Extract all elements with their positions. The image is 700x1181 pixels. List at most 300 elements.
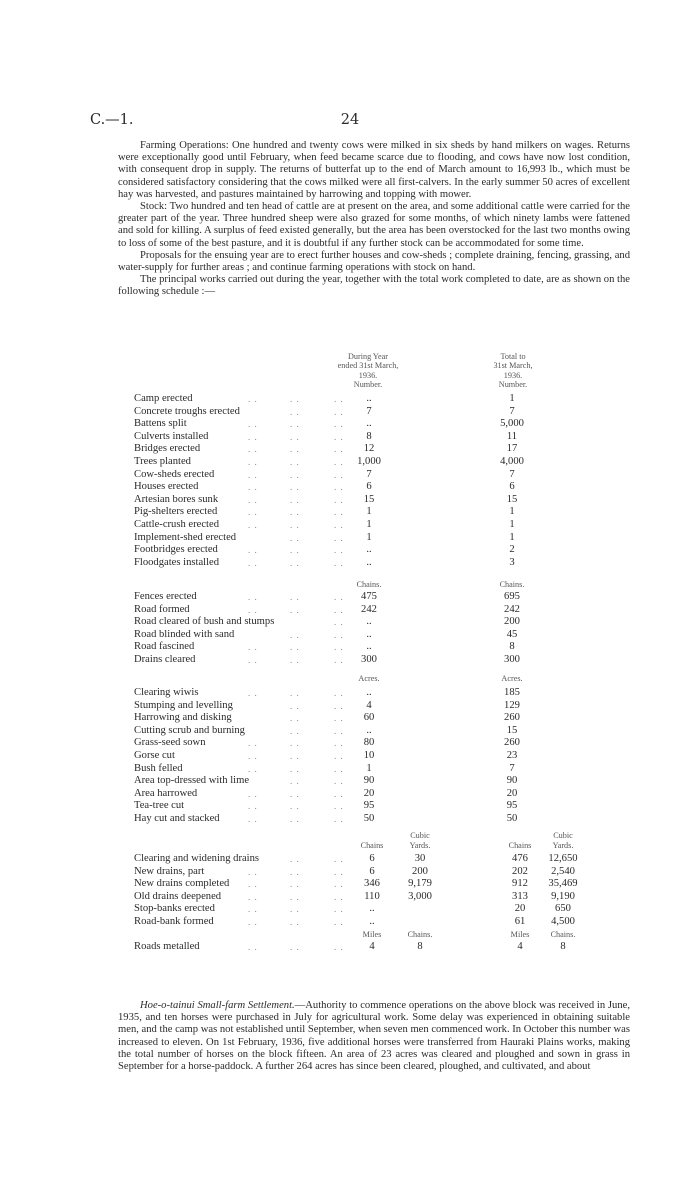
dot-leader: . . xyxy=(290,801,300,812)
dot-leader: . . xyxy=(248,763,258,774)
dot-leader: . . xyxy=(290,751,300,761)
value-total-cubic-yards: 650 xyxy=(555,903,571,915)
value-during-year: 1 xyxy=(366,519,372,530)
dot-leader: . . xyxy=(248,738,258,749)
row-label: Fences erected xyxy=(134,591,197,602)
unit-label-total: Acres. xyxy=(501,674,523,683)
schedule-row xyxy=(0,941,700,954)
value-total: 260 xyxy=(504,712,520,724)
value-total: 17 xyxy=(506,443,518,455)
dot-leader: . . xyxy=(334,738,344,749)
value-during-cubic-yards: 200 xyxy=(412,865,428,877)
dot-leader: . . xyxy=(248,419,258,430)
dot-leader: . . xyxy=(290,642,300,653)
dot-leader: . . xyxy=(290,545,300,556)
schedule-row xyxy=(0,750,700,763)
paragraph-body: The principal works carried out during the year, together with the total work completed to date, are as shown on the following schedule :— xyxy=(118,274,630,298)
row-label: Roads metalled xyxy=(134,941,200,952)
value-total: 7 xyxy=(509,405,515,417)
row-label: Area top-dressed with lime xyxy=(134,775,250,787)
dot-leader: . . xyxy=(290,592,300,602)
dot-leader: . . xyxy=(334,629,344,640)
value-during-year: .. xyxy=(366,628,372,640)
value-total: 129 xyxy=(504,699,520,711)
dot-leader: . . xyxy=(334,751,344,761)
schedule-row xyxy=(0,866,700,879)
schedule-row xyxy=(0,544,700,557)
dot-leader: . . xyxy=(248,891,258,902)
value-during-year: 20 xyxy=(363,787,375,799)
dot-leader: . . xyxy=(334,469,344,480)
dot-leader: . . xyxy=(248,751,258,761)
dot-leader: . . xyxy=(334,700,344,711)
dot-leader: . . xyxy=(290,419,300,430)
value-total: 300 xyxy=(504,654,520,665)
dot-leader: . . xyxy=(290,814,300,824)
value-during-cubic-yards: 3,000 xyxy=(408,890,432,902)
dot-leader: . . xyxy=(290,879,300,890)
schedule-row xyxy=(0,443,700,456)
header-line: Total to xyxy=(500,352,526,361)
unit-label-yards: Yards. xyxy=(409,841,431,850)
dot-leader: . . xyxy=(248,444,258,455)
paragraph-farming xyxy=(118,140,630,201)
dot-leader: . . xyxy=(248,592,258,602)
value-during-year: 4 xyxy=(366,699,372,711)
dot-leader: . . xyxy=(248,655,258,665)
value-during-year: .. xyxy=(366,556,372,568)
paragraph-body: —Authority to commence operations on the above block was received in June, 1935, and ten horses were purchased in July for agricultural work. Some delay was experienced in obtaining suitable men, and the camp was not established until September, when seven men commenced work. In October this number was increased to eleven. On 1st February, 1936, five additional horses were transferred from Hauraki Plains works, making the total number of horses on the block fifteen. An area of 23 acres was cleared and ploughed and sown in grass in September for a horse-paddock. A further 264 acres has since been cleared, ploughed, and cultivated, and about xyxy=(118,1000,630,1073)
dot-leader: . . xyxy=(290,942,300,952)
value-total: 260 xyxy=(504,737,520,749)
dot-leader: . . xyxy=(334,904,344,915)
dot-leader: . . xyxy=(290,688,300,698)
value-during-year: 80 xyxy=(363,737,375,749)
dot-leader: . . xyxy=(334,532,344,543)
value-during-year: 242 xyxy=(361,603,377,615)
dot-leader: . . xyxy=(248,431,258,442)
paragraph-body: Proposals for the ensuing year are to erect further houses and cow-sheds ; complete draining, fencing, grassing, and water-supply for further areas ; and continue farming operations with stock on hand. xyxy=(118,249,630,274)
unit-label-yards: Yards. xyxy=(552,841,574,850)
row-label: Trees planted xyxy=(134,456,191,467)
value-total: 200 xyxy=(504,616,520,628)
unit-label-chains: Chains xyxy=(360,841,384,850)
row-label: Culverts installed xyxy=(134,430,209,442)
row-label: Tea-tree cut xyxy=(134,800,185,812)
header-line: 31st March, xyxy=(493,361,533,371)
value-during-year: 15 xyxy=(363,493,375,505)
value-during-year: 90 xyxy=(363,775,375,787)
schedule-row xyxy=(0,469,700,482)
schedule-row xyxy=(0,788,700,801)
row-label: Battens split xyxy=(134,418,187,430)
dot-leader: . . xyxy=(334,482,344,493)
value-during-year: 8 xyxy=(366,430,372,442)
dot-leader: . . xyxy=(334,891,344,902)
dot-leader: . . xyxy=(290,394,300,404)
unit-label-cubic: Cubic xyxy=(410,831,430,840)
dot-leader: . . xyxy=(334,788,344,799)
unit-label-miles: Miles xyxy=(362,930,382,939)
dot-leader: . . xyxy=(290,763,300,774)
paragraph-schedule-intro xyxy=(118,274,630,298)
value-during-chains: 8 xyxy=(417,941,423,952)
value-total-chains: 8 xyxy=(560,941,566,952)
row-label: Road cleared of bush and stumps xyxy=(134,616,275,628)
value-during-year: .. xyxy=(366,641,372,653)
value-total-chains: 202 xyxy=(512,865,528,877)
value-total: 185 xyxy=(504,687,520,698)
dot-leader: . . xyxy=(248,879,258,890)
row-label: Road fascined xyxy=(134,641,195,653)
dot-leader: . . xyxy=(290,776,300,787)
value-during-year: .. xyxy=(366,687,372,698)
document-reference: C.—1. xyxy=(90,112,134,128)
value-total: 45 xyxy=(506,628,518,640)
schedule-row xyxy=(0,737,700,750)
value-total: 5,000 xyxy=(500,418,524,430)
value-total-cubic-yards: 35,469 xyxy=(548,878,578,890)
dot-leader: . . xyxy=(334,917,344,927)
dot-leader: . . xyxy=(290,788,300,799)
schedule-row xyxy=(0,591,700,604)
dot-leader: . . xyxy=(334,879,344,890)
row-label: Implement-shed erected xyxy=(134,531,237,543)
value-during-year: .. xyxy=(366,418,372,430)
dot-leader: . . xyxy=(334,763,344,774)
dot-leader: . . xyxy=(334,866,344,877)
schedule-row xyxy=(0,431,700,444)
row-label: Concrete troughs erected xyxy=(134,405,240,417)
dot-leader: . . xyxy=(248,801,258,812)
dot-leader: . . xyxy=(248,520,258,530)
paragraph-proposals xyxy=(118,250,630,274)
paragraph-body: : One hundred and twenty cows were milked in six sheds by hand milkers on wages. Returns were exceptionally good until February, when feed became scarce due to flooding, and cows have now lost condition, with consequent drop in supply. The returns of butterfat up to the end of March amount to 16,993 lb., which must be considered satisfactory considering that the cows milked were all first-calvers. In the early summer 50 acres of excellent hay was harvested, and pastures maintained by harrowing and topping with mower. xyxy=(118,140,630,200)
dot-leader: . . xyxy=(290,507,300,518)
dot-leader: . . xyxy=(334,406,344,417)
row-label: Houses erected xyxy=(134,481,199,493)
schedule-row xyxy=(0,532,700,545)
dot-leader: . . xyxy=(248,642,258,653)
schedule-row xyxy=(0,418,700,431)
dot-leader: . . xyxy=(290,725,300,736)
dot-leader: . . xyxy=(290,700,300,711)
value-during-year: 7 xyxy=(366,468,372,480)
value-total-chains: 313 xyxy=(512,890,528,902)
dot-leader: . . xyxy=(290,891,300,902)
value-during-year: 1 xyxy=(366,506,372,518)
schedule-row xyxy=(0,654,700,667)
row-label: Floodgates installed xyxy=(134,556,220,568)
dot-leader: . . xyxy=(290,520,300,530)
paragraph-body: : Two hundred and ten head of cattle are at present on the area, and some additional cattle were carried for the greater part of the year. Three hundred sheep were also grazed for some months, of which ninety lambs were fattened and sold for killing. A surplus of feed existed generally, but the area has been overstocked for the last two months owing to loss of some of the best pasture, and it is doubtful if any further stock can be accommodated for some time. xyxy=(118,201,630,249)
row-label: Bridges erected xyxy=(134,443,201,455)
value-total-miles: 4 xyxy=(517,941,523,952)
dot-leader: . . xyxy=(248,457,258,467)
dot-leader: . . xyxy=(290,469,300,480)
dot-leader: . . xyxy=(290,431,300,442)
paragraph-lead: Hoe-o-tainui Small-farm Settlement. xyxy=(140,1000,295,1011)
unit-label-chains: Chains xyxy=(508,841,532,850)
value-total: 6 xyxy=(509,481,515,493)
schedule-row xyxy=(0,813,700,826)
dot-leader: . . xyxy=(248,482,258,493)
dot-leader: . . xyxy=(290,629,300,640)
dot-leader: . . xyxy=(334,394,344,404)
value-during-miles: 4 xyxy=(369,941,375,952)
value-total: 8 xyxy=(509,641,515,653)
value-during-chains: .. xyxy=(369,916,375,927)
dot-leader: . . xyxy=(248,469,258,480)
dot-leader: . . xyxy=(334,457,344,467)
value-total: 15 xyxy=(506,493,518,505)
value-total: 23 xyxy=(506,750,518,761)
row-label: New drains, part xyxy=(134,865,205,877)
row-label: Footbridges erected xyxy=(134,544,218,556)
row-label: Cattle-crush erected xyxy=(134,519,219,530)
dot-leader: . . xyxy=(248,394,258,404)
schedule-row xyxy=(0,700,700,713)
row-label: Cutting scrub and burning xyxy=(134,724,245,736)
dot-leader: . . xyxy=(334,688,344,698)
dot-leader: . . xyxy=(334,801,344,812)
settlement-text xyxy=(118,1000,630,1073)
dot-leader: . . xyxy=(334,655,344,665)
schedule-row xyxy=(0,763,700,776)
dot-leader: . . xyxy=(334,725,344,736)
dot-leader: . . xyxy=(334,507,344,518)
dot-leader: . . xyxy=(290,655,300,665)
dot-leader: . . xyxy=(334,942,344,952)
value-total: 11 xyxy=(506,430,518,442)
dot-leader: . . xyxy=(334,592,344,602)
unit-label-during: Chains. xyxy=(356,580,382,589)
value-total-cubic-yards: 4,500 xyxy=(551,916,575,927)
value-during-year: 6 xyxy=(366,481,372,493)
dot-leader: . . xyxy=(248,507,258,518)
unit-label-miles: Miles xyxy=(510,930,530,939)
schedule-row xyxy=(0,481,700,494)
dot-leader: . . xyxy=(290,444,300,455)
column-header-during-year xyxy=(318,352,418,389)
header-line: 1936. xyxy=(503,370,523,380)
row-label: Road-bank formed xyxy=(134,916,214,927)
dot-leader: . . xyxy=(334,776,344,787)
dot-leader: . . xyxy=(334,431,344,442)
row-label: Cow-sheds erected xyxy=(134,468,215,480)
schedule-row xyxy=(0,616,700,629)
schedule-row xyxy=(0,916,700,929)
value-total: 1 xyxy=(509,393,515,404)
row-label: Artesian bores sunk xyxy=(134,493,219,505)
value-during-year: .. xyxy=(366,724,372,736)
dot-leader: . . xyxy=(334,604,344,615)
row-label: Road formed xyxy=(134,603,190,615)
schedule-row xyxy=(0,456,700,469)
dot-leader: . . xyxy=(248,557,258,568)
schedule-row xyxy=(0,557,700,570)
schedule-row xyxy=(0,393,700,406)
unit-label-during: Acres. xyxy=(358,674,380,683)
value-during-chains: 6 xyxy=(369,853,375,864)
paragraph-lead: Stock xyxy=(140,201,165,213)
value-total: 7 xyxy=(509,762,515,774)
value-during-cubic-yards: 9,179 xyxy=(408,878,432,890)
header-line: During Year xyxy=(347,352,389,361)
value-total: 90 xyxy=(506,775,518,787)
row-label: Bush felled xyxy=(134,762,183,774)
value-during-year: 1 xyxy=(366,531,372,543)
dot-leader: . . xyxy=(334,545,344,556)
unit-label-chains: Chains. xyxy=(550,930,576,939)
row-label: Grass-seed sown xyxy=(134,737,206,749)
unit-label-total: Chains. xyxy=(499,580,525,589)
row-label: Area harrowed xyxy=(134,787,198,799)
dot-leader: . . xyxy=(334,557,344,568)
schedule-row xyxy=(0,629,700,642)
value-total-chains: 20 xyxy=(514,903,526,915)
dot-leader: . . xyxy=(290,738,300,749)
value-total-chains: 476 xyxy=(512,853,528,864)
schedule-row xyxy=(0,712,700,725)
dot-leader: . . xyxy=(290,604,300,615)
dot-leader: . . xyxy=(248,904,258,915)
row-label: Stop-banks erected xyxy=(134,903,215,915)
value-during-year: 50 xyxy=(363,813,375,824)
row-label: Stumping and levelling xyxy=(134,699,233,711)
paragraph-lead: Farming Operations xyxy=(140,140,226,151)
dot-leader: . . xyxy=(290,557,300,568)
dot-leader: . . xyxy=(248,688,258,698)
value-during-year: 60 xyxy=(363,712,375,724)
value-during-year: .. xyxy=(366,616,372,628)
value-during-chains: 6 xyxy=(369,865,375,877)
schedule-row xyxy=(0,406,700,419)
value-during-chains: 110 xyxy=(364,890,380,902)
dot-leader: . . xyxy=(334,494,344,505)
dot-leader: . . xyxy=(290,866,300,877)
value-total: 1 xyxy=(509,506,515,518)
schedule-row xyxy=(0,506,700,519)
value-total-cubic-yards: 2,540 xyxy=(551,865,575,877)
dot-leader: . . xyxy=(290,532,300,543)
row-label: Harrowing and disking xyxy=(134,712,232,724)
dot-leader: . . xyxy=(290,482,300,493)
dot-leader: . . xyxy=(290,494,300,505)
dot-leader: . . xyxy=(334,642,344,653)
dot-leader: . . xyxy=(290,713,300,724)
header-line: Number. xyxy=(498,379,528,389)
row-label: Pig-shelters erected xyxy=(134,506,218,518)
header-line: ended 31st March, xyxy=(337,361,399,371)
value-total: 2 xyxy=(509,544,515,556)
value-during-cubic-yards: 30 xyxy=(414,853,426,864)
dot-leader: . . xyxy=(334,444,344,455)
row-label: Camp erected xyxy=(134,393,193,404)
value-during-year: 1 xyxy=(366,762,372,774)
value-during-year: 1,000 xyxy=(357,456,381,467)
dot-leader: . . xyxy=(248,917,258,927)
schedule-row xyxy=(0,687,700,700)
value-total-cubic-yards: 9,190 xyxy=(551,890,575,902)
value-total: 1 xyxy=(509,531,515,543)
schedule-row xyxy=(0,494,700,507)
row-label: Drains cleared xyxy=(134,654,196,665)
dot-leader: . . xyxy=(334,617,344,628)
dot-leader: . . xyxy=(248,942,258,952)
value-during-year: .. xyxy=(366,393,372,404)
dot-leader: . . xyxy=(334,814,344,824)
dot-leader: . . xyxy=(290,457,300,467)
row-label: Old drains deepened xyxy=(134,890,222,902)
value-during-year: 300 xyxy=(361,654,377,665)
dot-leader: . . xyxy=(248,494,258,505)
value-total: 242 xyxy=(504,603,520,615)
value-during-year: 10 xyxy=(363,750,375,761)
value-during-year: 7 xyxy=(366,405,372,417)
value-during-year: .. xyxy=(366,544,372,556)
column-header-total xyxy=(458,352,568,389)
value-total: 695 xyxy=(504,591,520,602)
value-total: 50 xyxy=(506,813,518,824)
dot-leader: . . xyxy=(248,788,258,799)
schedule-row xyxy=(0,853,700,866)
dot-leader: . . xyxy=(290,917,300,927)
value-total: 1 xyxy=(509,519,515,530)
value-total: 3 xyxy=(509,556,515,568)
dot-leader: . . xyxy=(290,904,300,915)
dot-leader: . . xyxy=(248,866,258,877)
row-label: Road blinded with sand xyxy=(134,628,235,640)
value-during-chains: 346 xyxy=(364,878,380,890)
dot-leader: . . xyxy=(248,545,258,556)
header-line: 1936. xyxy=(358,370,378,380)
schedule-row xyxy=(0,725,700,738)
dot-leader: . . xyxy=(334,419,344,430)
value-total-cubic-yards: 12,650 xyxy=(548,853,578,864)
schedule-row xyxy=(0,775,700,788)
header-line: Number. xyxy=(353,379,383,389)
dot-leader: . . xyxy=(248,604,258,615)
value-during-chains: .. xyxy=(369,903,375,915)
dot-leader: . . xyxy=(334,520,344,530)
value-during-year: 475 xyxy=(361,591,377,602)
value-total: 15 xyxy=(506,724,518,736)
row-label: Clearing wiwis xyxy=(134,687,199,698)
paragraph-stock xyxy=(118,201,630,250)
dot-leader: . . xyxy=(290,854,300,864)
schedule-row xyxy=(0,891,700,904)
value-during-year: 12 xyxy=(363,443,375,455)
value-total: 95 xyxy=(506,800,518,812)
row-label: Clearing and widening drains xyxy=(134,853,260,864)
intro-text xyxy=(118,140,630,299)
dot-leader: . . xyxy=(290,406,300,417)
value-total: 20 xyxy=(506,787,518,799)
value-during-year: 95 xyxy=(363,800,375,812)
dot-leader: . . xyxy=(248,814,258,824)
value-total: 7 xyxy=(509,468,515,480)
row-label: Gorse cut xyxy=(134,750,175,761)
unit-label-cubic: Cubic xyxy=(553,831,573,840)
schedule-row xyxy=(0,800,700,813)
row-label: Hay cut and stacked xyxy=(134,813,220,824)
value-total-chains: 61 xyxy=(514,916,526,927)
row-label: New drains completed xyxy=(134,878,230,890)
schedule-row xyxy=(0,519,700,532)
schedule-row xyxy=(0,604,700,617)
paragraph-settlement xyxy=(118,1000,630,1073)
